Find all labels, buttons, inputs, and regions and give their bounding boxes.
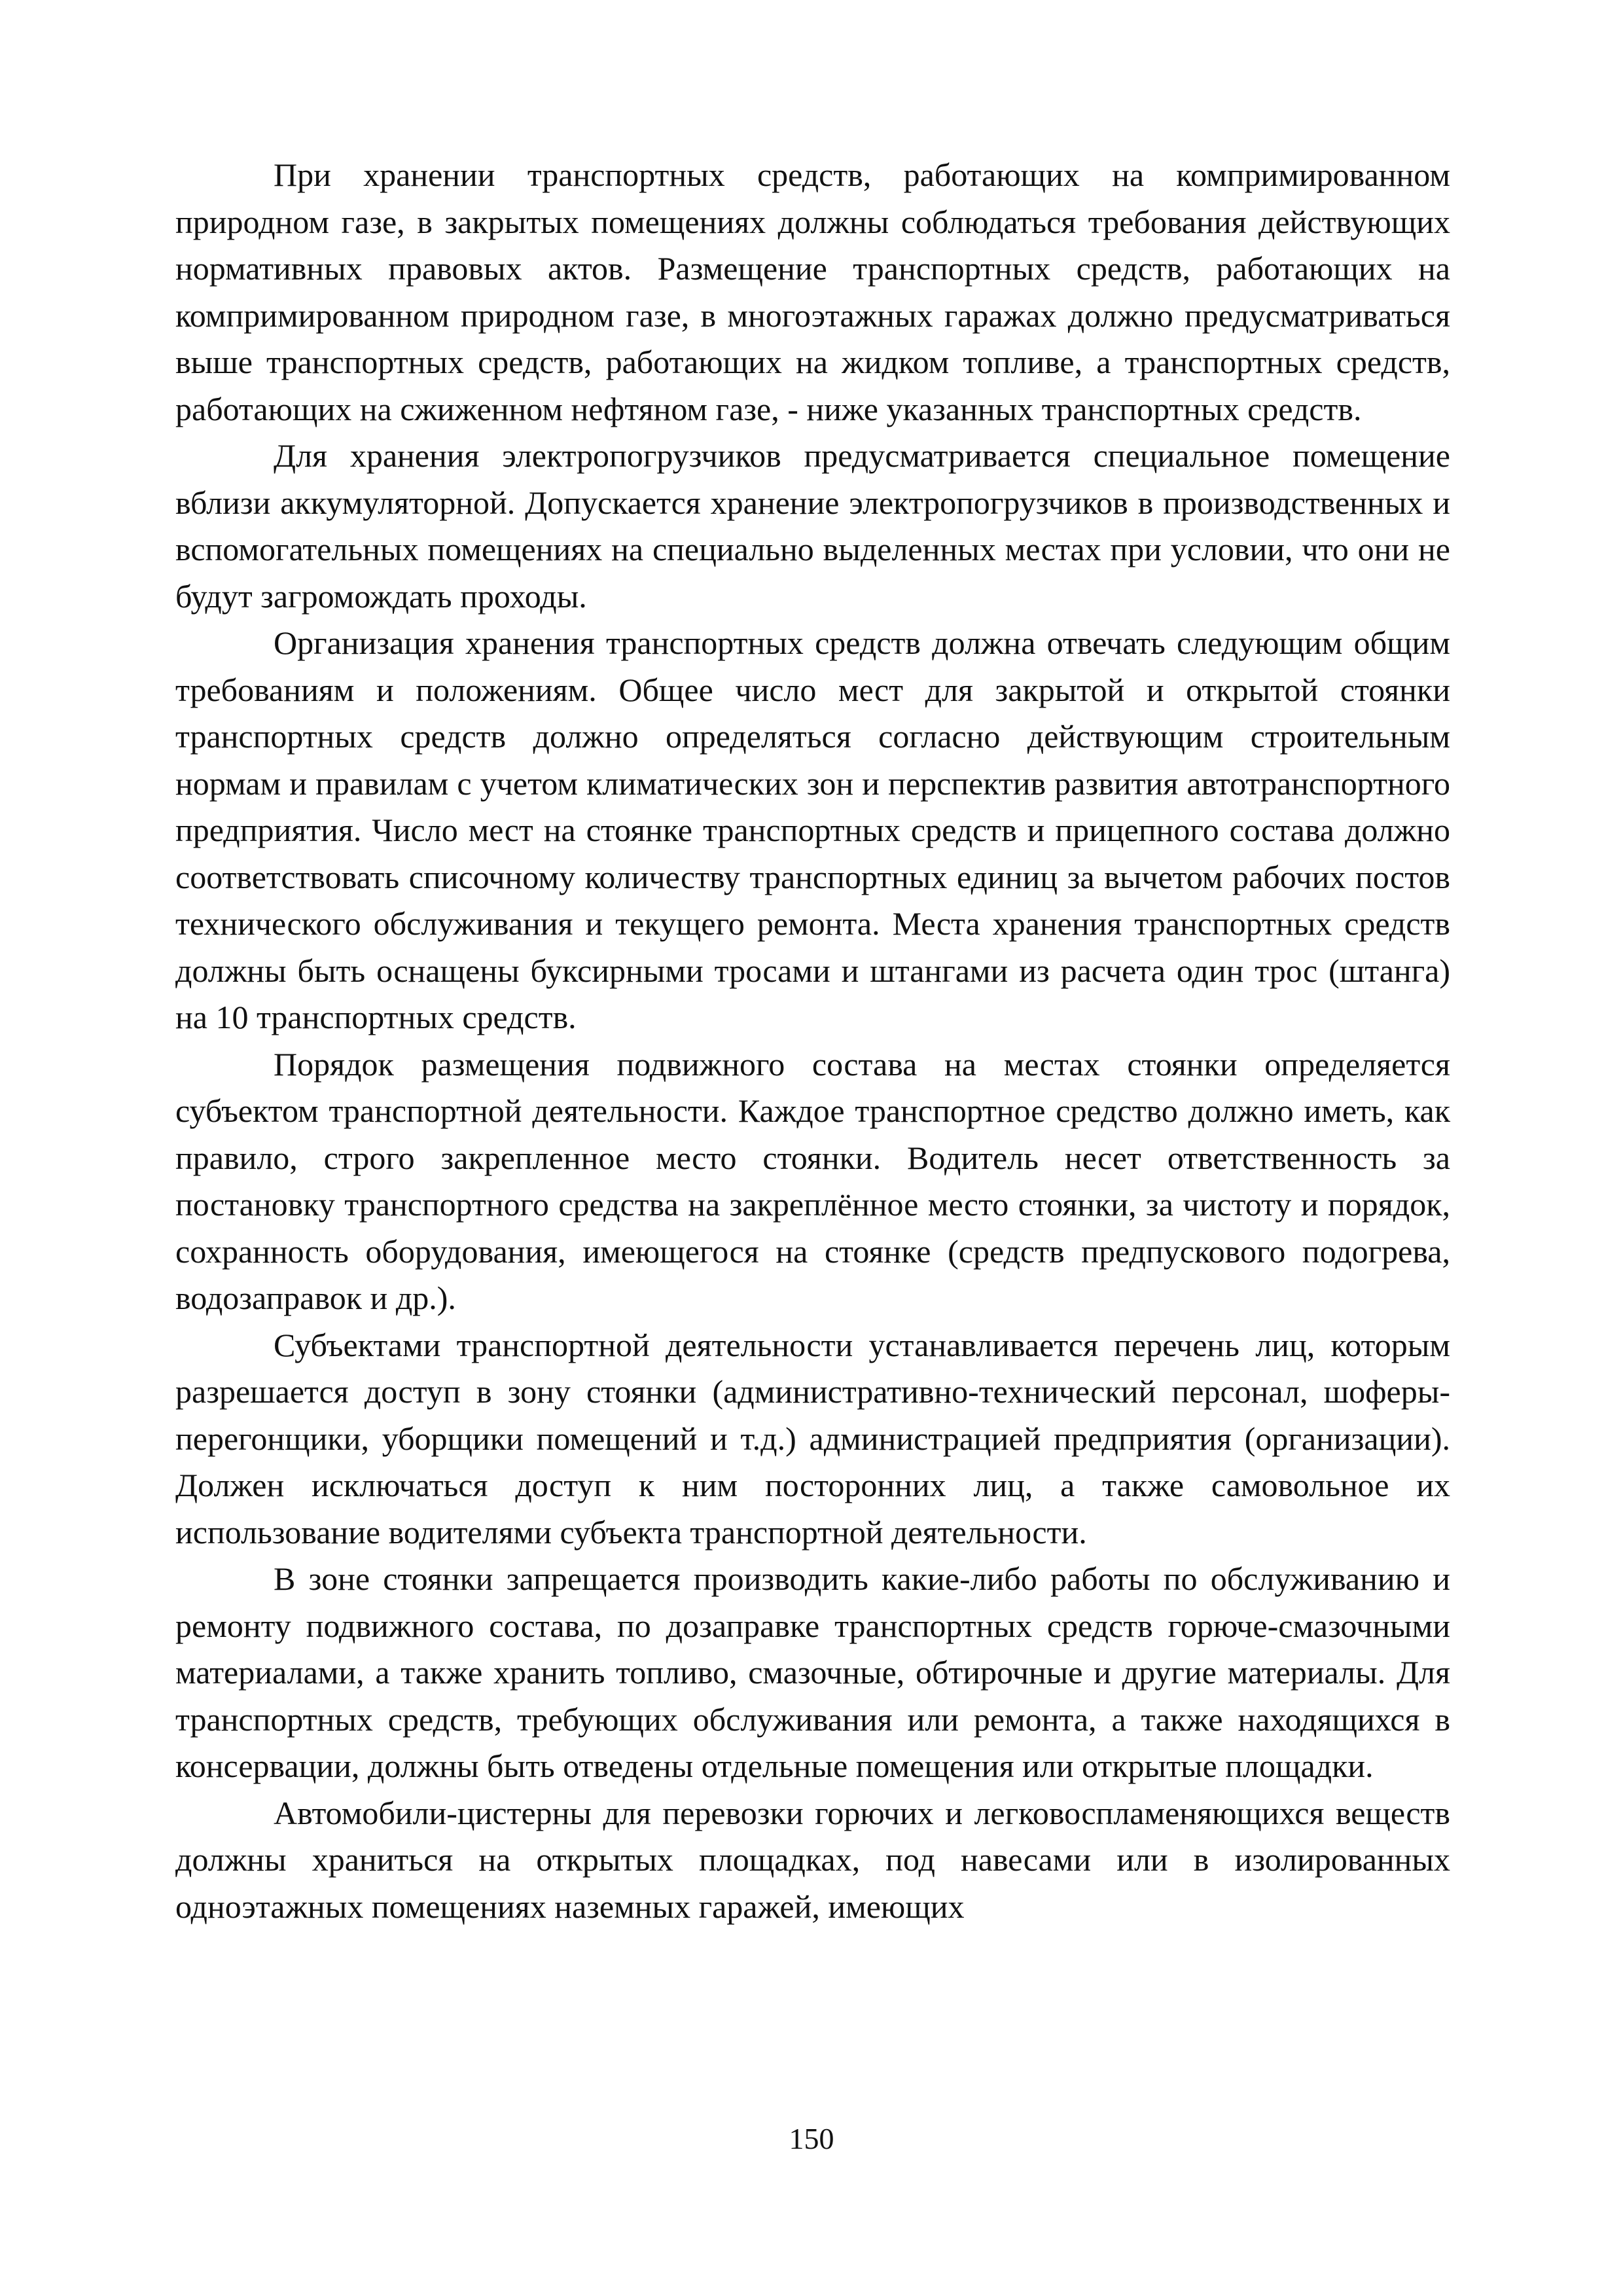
paragraph-storage-organization: Организация хранения транспортных средств должна отвечать следующим общим требованиям и положениям. Общее число мест для закрытой и открытой стоянки транспортных средств должно определяться согласно действующим строительным нормам и правилам с учетом климатических зон и перспектив развития автотранспортного предприятия. Число мест на стоянке транспортных средств и прицепного состава должно соответствовать списочному количеству транспортных единиц за вычетом рабочих постов технического обслуживания и текущего ремонта. Места хранения транспортных средств должны быть оснащены буксирными тросами и штангами из расчета один трос (штанга) на 10 транспортных средств. [175,624,1450,1035]
paragraph-electric-loaders: Для хранения электропогрузчиков предусматривается специальное помещение вблизи аккумуляторной. Допускается хранение электропогрузчиков в производственных и вспомогательных помещениях на специально выделенных местах при условии, что они не будут загромождать проходы. [175,437,1450,615]
paragraph-parking-restrictions: В зоне стоянки запрещается производить какие-либо работы по обслуживанию и ремонту подвижного состава, по дозаправке транспортных средств горюче-смазочными материалами, а также хранить топливо, смазочные, обтирочные и другие материалы. Для транспортных средств, требующих обслуживания или ремонта, а также находящихся в консервации, должны быть отведены отдельные помещения или открытые площадки. [175,1560,1450,1784]
paragraph-parking-order: Порядок размещения подвижного состава на местах стоянки определяется субъектом транспортной деятельности. Каждое транспортное средство должно иметь, как правило, строго закрепленное место стоянки. Водитель несет ответственность за постановку транспортного средства на закреплённое место стоянки, за чистоту и порядок, сохранность оборудования, имеющегося на стоянке (средств предпускового подогрева, водозаправок и др.). [175,1045,1450,1316]
paragraph-access-list: Субъектами транспортной деятельности устанавливается перечень лиц, которым разрешается доступ в зону стоянки (административно-технический персонал, шоферы-перегонщики, уборщики помещений и т.д.) администрацией предприятия (организации). Должен исключаться доступ к ним посторонних лиц, а также самовольное их использование водителями субъекта транспортной деятельности. [175,1326,1450,1551]
paragraph-tank-trucks: Автомобили-цистерны для перевозки горючих и легковоспламеняющихся веществ должны храниться на открытых площадках, под навесами или в изолированных одноэтажных помещениях наземных гаражей, имеющих [175,1794,1450,1925]
page-number: 150 [789,2122,834,2155]
body-text [175,152,1450,1930]
paragraph-cng-storage: При хранении транспортных средств, работающих на компримированном природном газе, в закрытых помещениях должны соблюдаться требования действующих нормативных правовых актов. Размещение транспортных средств, работающих на компримированном природном газе, в многоэтажных гаражах должно предусматриваться выше транспортных средств, работающих на жидком топливе, а транспортных средств, работающих на сжиженном нефтяном газе, - ниже указанных транспортных средств. [175,156,1450,427]
